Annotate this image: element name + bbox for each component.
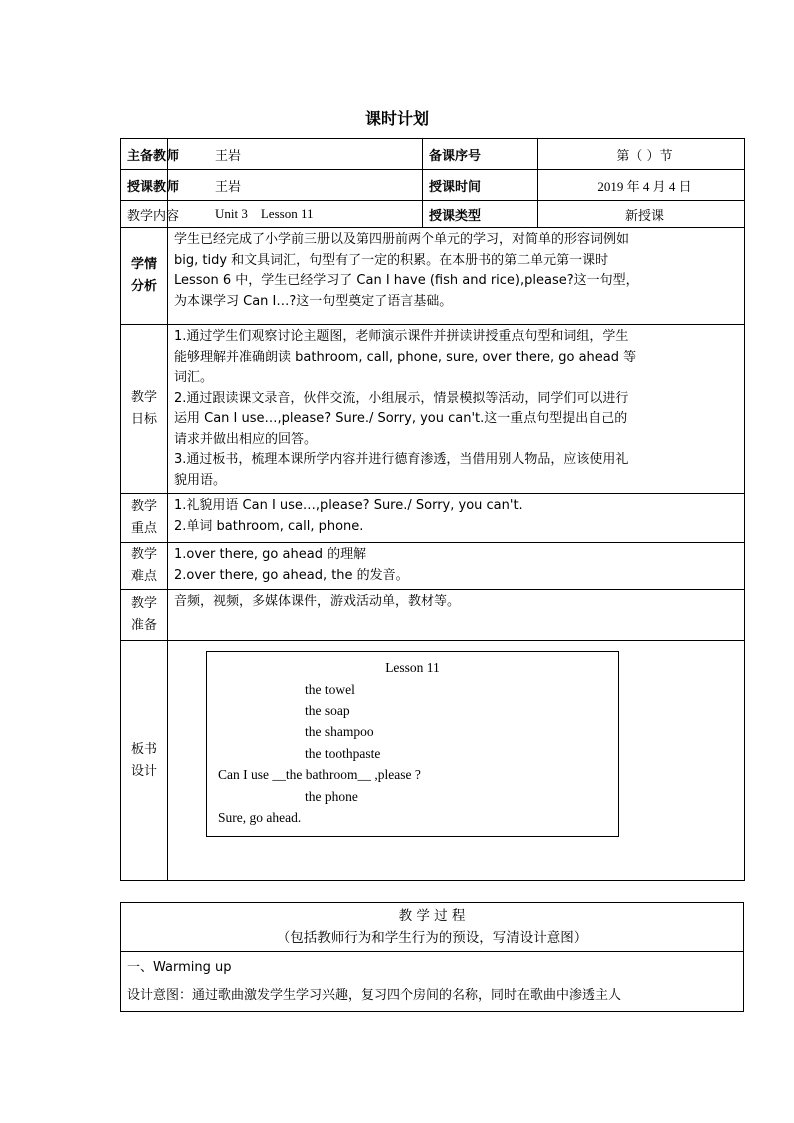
teacher-label: 授课教师 bbox=[121, 170, 168, 201]
row-key-points bbox=[121, 494, 745, 543]
preparation-label: 教学 准备 bbox=[121, 590, 168, 641]
teacher-value: 王岩 bbox=[168, 170, 423, 201]
board-alt: the phone bbox=[305, 789, 358, 804]
row-objectives bbox=[121, 325, 745, 494]
prep-no-value: 第（ ）节 bbox=[538, 139, 745, 170]
board-design bbox=[206, 651, 619, 837]
process-body-row bbox=[121, 952, 744, 1012]
document-title: 课时计划 bbox=[364, 109, 429, 128]
difficulties-label: 教学 难点 bbox=[121, 543, 168, 590]
lead-teacher-value: 王岩 bbox=[168, 139, 423, 170]
process-intent: 设计意图：通过歌曲激发学生学习兴趣，复习四个房间的名称，同时在歌曲中渗透主人 bbox=[127, 988, 622, 1003]
content-value: Unit 3 Lesson 11 bbox=[168, 201, 423, 228]
board-item: the soap bbox=[305, 703, 350, 718]
row-analysis bbox=[121, 228, 745, 325]
preparation-text: 音频，视频，多媒体课件，游戏活动单，教材等。 bbox=[168, 590, 745, 641]
difficulties-text: 1.over there, go ahead 的理解 2.over there, go ahead, the 的发音。 bbox=[168, 543, 745, 590]
time-label: 授课时间 bbox=[423, 170, 538, 201]
row-preparation bbox=[121, 590, 745, 641]
time-value: 2019 年 4 月 4 日 bbox=[538, 170, 745, 201]
board-label: 板书 设计 bbox=[121, 641, 168, 881]
row-content bbox=[121, 201, 745, 228]
process-header-row bbox=[121, 903, 744, 952]
content-label: 教学内容 bbox=[121, 201, 168, 228]
analysis-label: 学情 分析 bbox=[121, 228, 168, 325]
objectives-text: 1.通过学生们观察讨论主题图，老师演示课件并拼读讲授重点句型和词组，学生 能够理解并准确朗读 bathroom, call, phone, sure, over there, go ahead 等 词汇。 2.通过跟读课文录音，伙伴交流，小组展示，情景模拟等活动，同学们可以进行 运用 Can I use…,please? Sure./ Sorry, you can't.这一重点句型提出自己的 请求并做出相应的回答。 3.通过板书，梳理本课所学内容并进行德育渗透，当借用别人物品，应该使用礼 貌用语。 bbox=[168, 325, 745, 494]
type-label: 授课类型 bbox=[423, 201, 538, 228]
key-points-label: 教学 重点 bbox=[121, 494, 168, 543]
board-item: the towel bbox=[305, 682, 355, 697]
objectives-label: 教学 日标 bbox=[121, 325, 168, 494]
process-header bbox=[121, 903, 744, 952]
lead-teacher-label: 主备教师 bbox=[121, 139, 168, 170]
board-sentence: Can I use __the bathroom__ ,please ? bbox=[218, 767, 421, 782]
process-title: 教 学 过 程 bbox=[398, 908, 466, 924]
board-title: Lesson 11 bbox=[385, 660, 440, 675]
analysis-text: 学生已经完成了小学前三册以及第四册前两个单元的学习，对简单的形容词例如 big, tidy 和文具词汇，句型有了一定的积累。在本册书的第二单元第一课时 Lesson 6 中，学生已经学习了 Can I have (fish and rice),please?这一句型， 为本课学习 Can I…?这一句型奠定了语言基础。 bbox=[168, 228, 745, 325]
process-step-warming-up: 一、Warming up bbox=[127, 960, 232, 975]
key-points-text: 1.礼貌用语 Can I use…,please? Sure./ Sorry, you can't. 2.单词 bathroom, call, phone. bbox=[168, 494, 745, 543]
row-lead-teacher bbox=[121, 139, 745, 170]
process-table bbox=[120, 902, 744, 1012]
process-body bbox=[121, 952, 744, 1012]
prep-no-label: 备课序号 bbox=[423, 139, 538, 170]
board-item: the toothpaste bbox=[305, 746, 381, 761]
type-value: 新授课 bbox=[538, 201, 745, 228]
row-difficulties bbox=[121, 543, 745, 590]
board-answer: Sure, go ahead. bbox=[218, 810, 302, 825]
row-teacher bbox=[121, 170, 745, 201]
process-subtitle: （包括教师行为和学生行为的预设，写清设计意图） bbox=[276, 930, 588, 946]
board-item: the shampoo bbox=[305, 724, 374, 739]
